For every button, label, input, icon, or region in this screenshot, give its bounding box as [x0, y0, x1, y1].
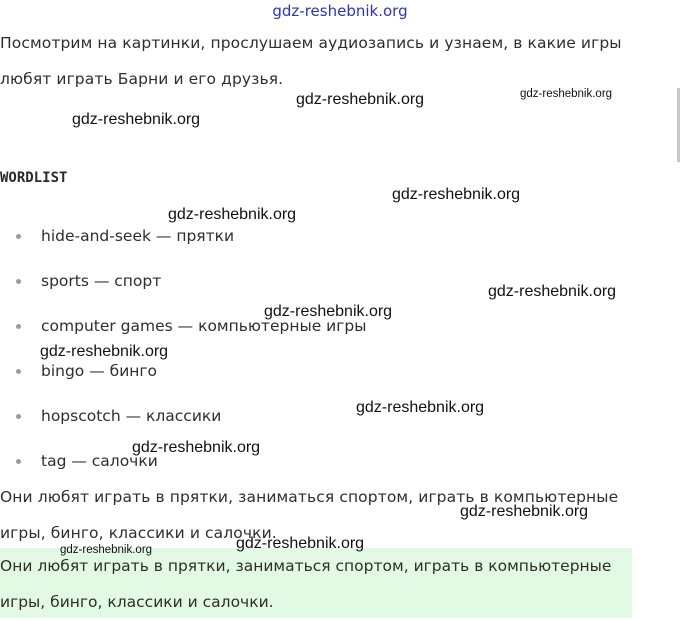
- wordlist-heading: WORDLIST: [0, 170, 68, 186]
- watermark: gdz-reshebnik.org: [72, 111, 201, 128]
- watermark: gdz-reshebnik.org: [264, 303, 393, 320]
- wordlist-entry: tag — салочки: [41, 452, 158, 470]
- bullet-icon: [16, 369, 21, 374]
- watermark: gdz-reshebnik.org: [356, 399, 485, 416]
- bullet-icon: [16, 324, 21, 329]
- watermark: gdz-reshebnik.org: [392, 186, 521, 203]
- wordlist-entry: computer games — компьютерные игры: [41, 317, 367, 335]
- intro-paragraph: Посмотрим на картинки, прослушаем аудиозапись и узнаем, в какие игры любят играть Барни и его друзья.: [0, 34, 622, 88]
- bullet-icon: [16, 459, 21, 464]
- wordlist-entry: bingo — бинго: [41, 362, 158, 380]
- header-watermark: gdz-reshebnik.org: [272, 2, 408, 20]
- bullet-icon: [16, 414, 21, 419]
- answer-text: Они любят играть в прятки, заниматься спортом, играть в компьютерные игры, бинго, классики и салочки.: [0, 557, 612, 611]
- watermark: gdz-reshebnik.org: [132, 439, 261, 456]
- watermark: gdz-reshebnik.org: [60, 544, 153, 556]
- wordlist-entry: sports — спорт: [41, 272, 162, 290]
- answer-box: [0, 548, 632, 618]
- list-item: [0, 263, 366, 308]
- watermark: gdz-reshebnik.org: [296, 91, 425, 108]
- watermark: gdz-reshebnik.org: [460, 503, 589, 520]
- bullet-icon: [16, 279, 21, 284]
- bullet-icon: [16, 234, 21, 239]
- wordlist-entry: hopscotch — классики: [41, 407, 222, 425]
- watermark: gdz-reshebnik.org: [168, 206, 297, 223]
- list-item: [0, 398, 366, 443]
- watermark: gdz-reshebnik.org: [520, 88, 613, 100]
- summary-paragraph: Они любят играть в прятки, заниматься спортом, играть в компьютерные игры, бинго, классики и салочки.: [0, 488, 619, 542]
- watermark: gdz-reshebnik.org: [236, 535, 365, 552]
- watermark: gdz-reshebnik.org: [488, 283, 617, 300]
- list-item: [0, 218, 366, 263]
- watermark: gdz-reshebnik.org: [40, 343, 169, 360]
- wordlist-entry: hide-and-seek — прятки: [41, 227, 235, 245]
